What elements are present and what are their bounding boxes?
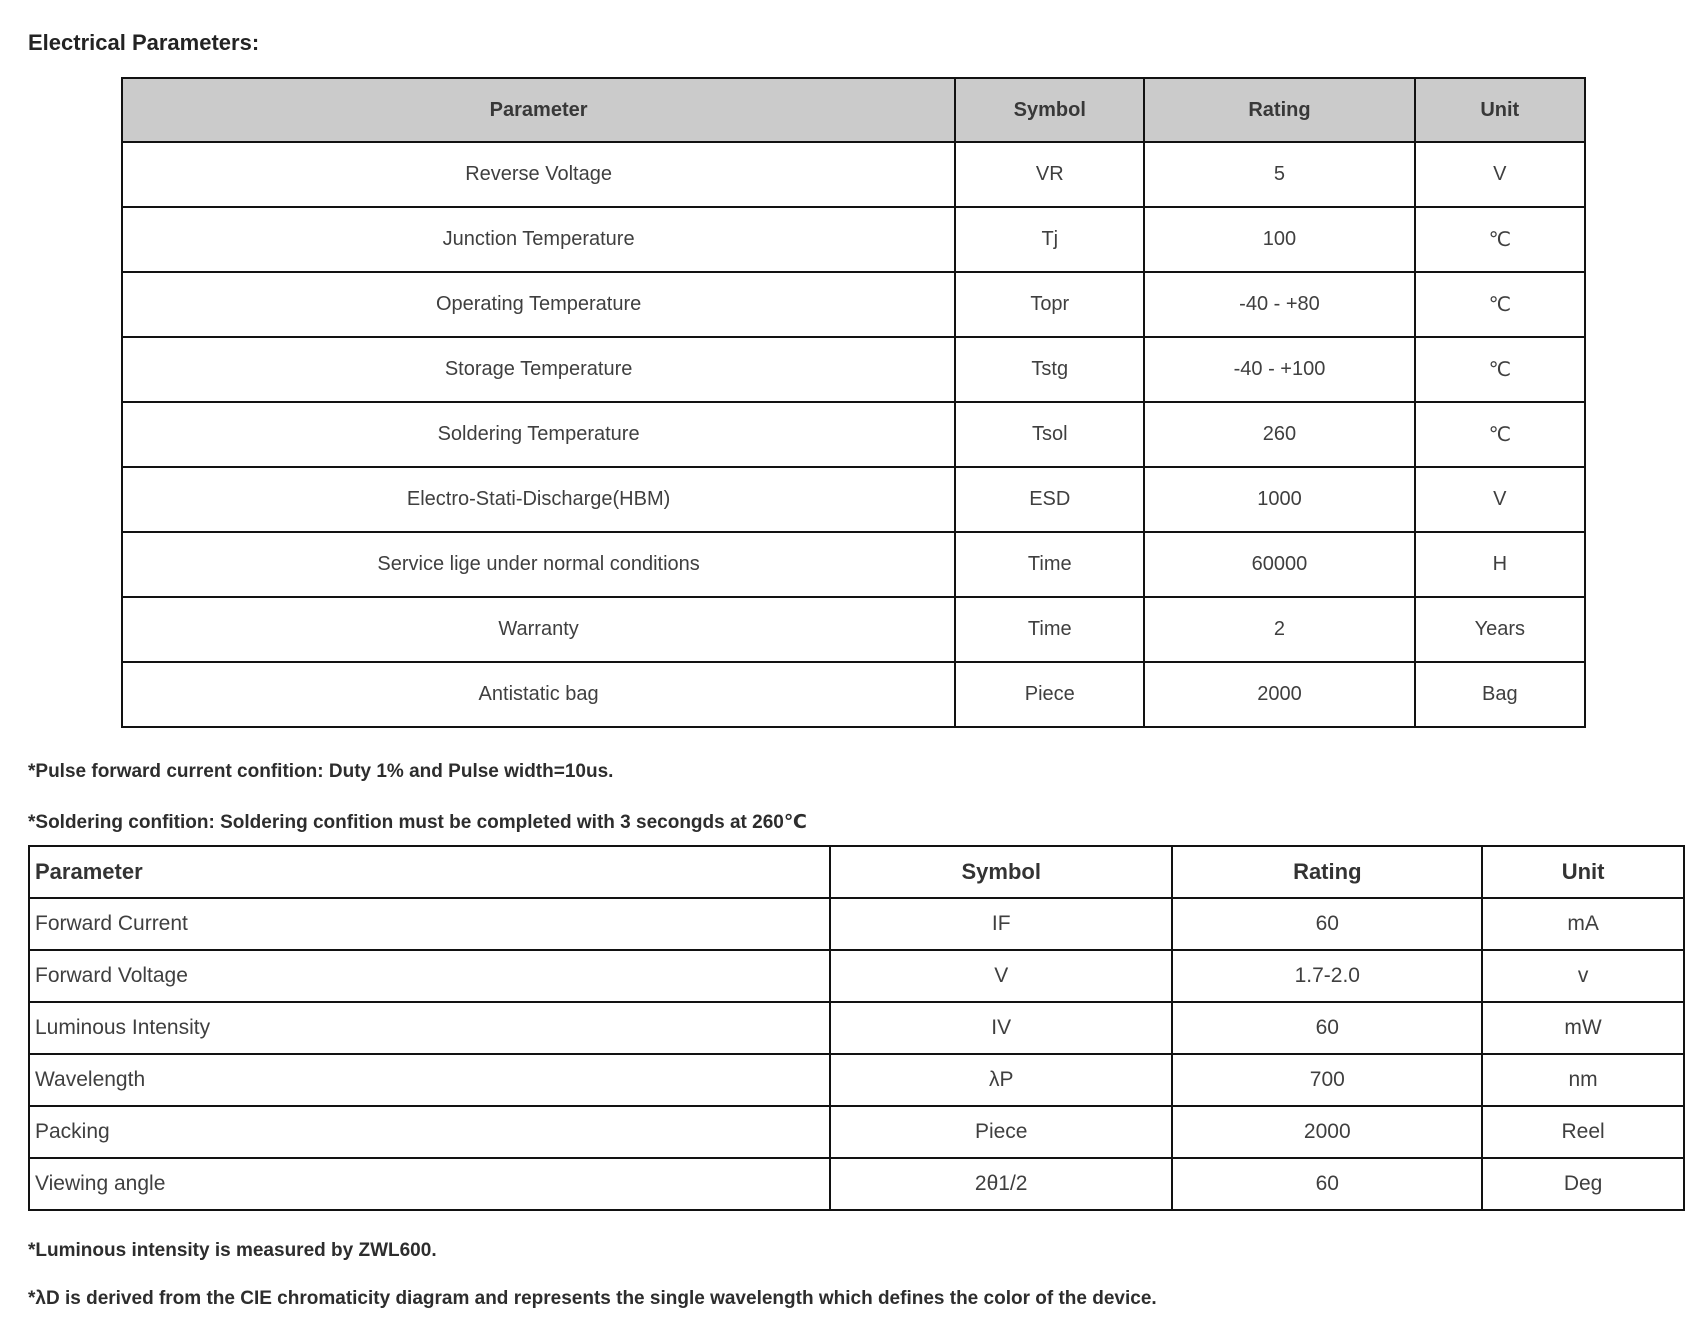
rating-cell: 100 — [1144, 207, 1414, 272]
table-row — [122, 207, 1585, 272]
parameter-cell: Service lige under normal conditions — [122, 532, 955, 597]
unit-cell: V — [1415, 142, 1585, 207]
parameter-cell: Luminous Intensity — [29, 1002, 830, 1054]
table-row — [29, 1106, 1684, 1158]
rating-cell: 60 — [1172, 1002, 1482, 1054]
optical-parameters-table — [28, 845, 1685, 1211]
rating-cell: 60000 — [1144, 532, 1414, 597]
unit-cell: Reel — [1482, 1106, 1684, 1158]
note-luminous-measurement: *Luminous intensity is measured by ZWL600. — [28, 1240, 437, 1261]
table-row — [29, 898, 1684, 950]
unit-cell: ℃ — [1415, 272, 1585, 337]
electrical-table-body — [122, 142, 1585, 727]
unit-cell: ℃ — [1415, 207, 1585, 272]
symbol-cell: Tstg — [955, 337, 1144, 402]
unit-cell: H — [1415, 532, 1585, 597]
parameter-cell: Soldering Temperature — [122, 402, 955, 467]
header-parameter: Parameter — [29, 846, 830, 898]
page-title: Electrical Parameters: — [28, 30, 260, 55]
rating-cell: -40 - +80 — [1144, 272, 1414, 337]
symbol-cell: Topr — [955, 272, 1144, 337]
symbol-cell: VR — [955, 142, 1144, 207]
unit-cell: Bag — [1415, 662, 1585, 727]
table-row — [122, 467, 1585, 532]
parameter-cell: Antistatic bag — [122, 662, 955, 727]
optical-table-body — [29, 898, 1684, 1210]
symbol-cell: Tj — [955, 207, 1144, 272]
rating-cell: 260 — [1144, 402, 1414, 467]
symbol-cell: Piece — [830, 1106, 1172, 1158]
table-row — [122, 142, 1585, 207]
unit-cell: ℃ — [1415, 402, 1585, 467]
header-unit: Unit — [1482, 846, 1684, 898]
parameter-cell: Storage Temperature — [122, 337, 955, 402]
header-row — [29, 846, 1684, 898]
parameter-cell: Forward Voltage — [29, 950, 830, 1002]
unit-cell: mA — [1482, 898, 1684, 950]
note-lambda-definition: *λD is derived from the CIE chromaticity diagram and represents the single wavelength which defines the color of the device. — [28, 1288, 1157, 1309]
symbol-cell: ESD — [955, 467, 1144, 532]
table-row — [122, 532, 1585, 597]
unit-cell: V — [1415, 467, 1585, 532]
unit-cell: v — [1482, 950, 1684, 1002]
parameter-cell: Electro-Stati-Discharge(HBM) — [122, 467, 955, 532]
rating-cell: -40 - +100 — [1144, 337, 1414, 402]
symbol-cell: Time — [955, 532, 1144, 597]
header-unit: Unit — [1415, 78, 1585, 142]
rating-cell: 2 — [1144, 597, 1414, 662]
rating-cell: 5 — [1144, 142, 1414, 207]
symbol-cell: IF — [830, 898, 1172, 950]
parameter-cell: Warranty — [122, 597, 955, 662]
note-soldering-condition: *Soldering confition: Soldering confition must be completed with 3 secongds at 260℃ — [28, 812, 807, 833]
table-row — [122, 662, 1585, 727]
parameter-cell: Viewing angle — [29, 1158, 830, 1210]
note-pulse-condition: *Pulse forward current confition: Duty 1% and Pulse width=10us. — [28, 761, 614, 782]
electrical-parameters-table — [121, 77, 1586, 728]
optical-table-header — [29, 846, 1684, 898]
symbol-cell: Tsol — [955, 402, 1144, 467]
header-symbol: Symbol — [830, 846, 1172, 898]
unit-cell: mW — [1482, 1002, 1684, 1054]
header-row — [122, 78, 1585, 142]
parameter-cell: Packing — [29, 1106, 830, 1158]
table-row — [29, 1002, 1684, 1054]
table-row — [29, 1158, 1684, 1210]
symbol-cell: Time — [955, 597, 1144, 662]
header-parameter: Parameter — [122, 78, 955, 142]
header-symbol: Symbol — [955, 78, 1144, 142]
electrical-table-header — [122, 78, 1585, 142]
rating-cell: 1000 — [1144, 467, 1414, 532]
symbol-cell: λP — [830, 1054, 1172, 1106]
rating-cell: 60 — [1172, 1158, 1482, 1210]
symbol-cell: 2θ1/2 — [830, 1158, 1172, 1210]
parameter-cell: Wavelength — [29, 1054, 830, 1106]
table-row — [122, 597, 1585, 662]
header-rating: Rating — [1144, 78, 1414, 142]
rating-cell: 1.7-2.0 — [1172, 950, 1482, 1002]
parameter-cell: Operating Temperature — [122, 272, 955, 337]
parameter-cell: Reverse Voltage — [122, 142, 955, 207]
unit-cell: nm — [1482, 1054, 1684, 1106]
rating-cell: 2000 — [1144, 662, 1414, 727]
table-row — [29, 1054, 1684, 1106]
symbol-cell: Piece — [955, 662, 1144, 727]
table-row — [29, 950, 1684, 1002]
table-row — [122, 337, 1585, 402]
rating-cell: 700 — [1172, 1054, 1482, 1106]
rating-cell: 2000 — [1172, 1106, 1482, 1158]
rating-cell: 60 — [1172, 898, 1482, 950]
table-row — [122, 402, 1585, 467]
header-rating: Rating — [1172, 846, 1482, 898]
symbol-cell: IV — [830, 1002, 1172, 1054]
table-row — [122, 272, 1585, 337]
unit-cell: ℃ — [1415, 337, 1585, 402]
unit-cell: Years — [1415, 597, 1585, 662]
symbol-cell: V — [830, 950, 1172, 1002]
unit-cell: Deg — [1482, 1158, 1684, 1210]
parameter-cell: Forward Current — [29, 898, 830, 950]
parameter-cell: Junction Temperature — [122, 207, 955, 272]
